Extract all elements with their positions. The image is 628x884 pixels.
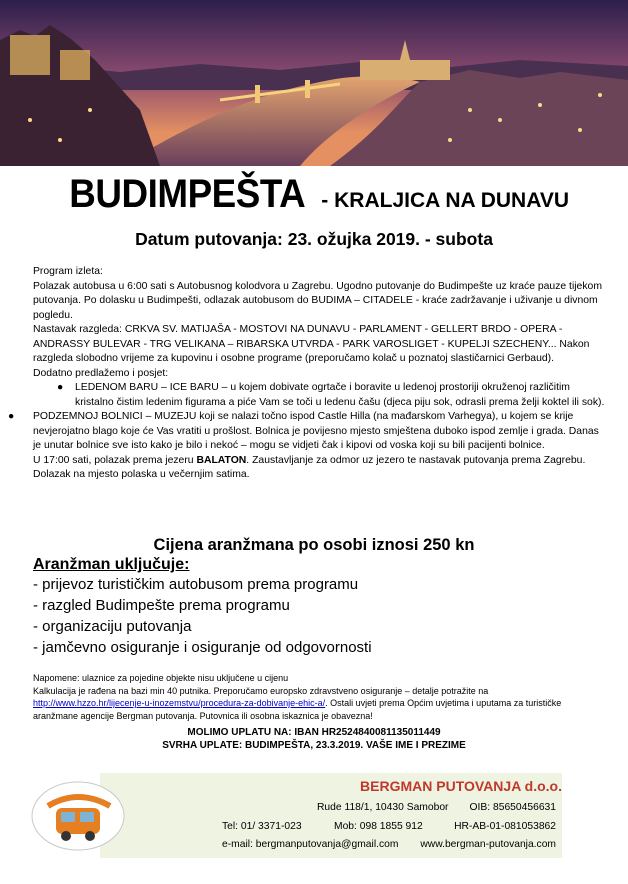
company-email[interactable]: e-mail: bergmanputovanja@gmail.com [222, 839, 399, 850]
hero-photo-budapest [0, 0, 628, 166]
company-website[interactable]: www.bergman-putovanja.com [420, 839, 556, 850]
program-paragraph-4: U 17:00 sati, polazak prema jezeru BALATON. Zaustavljanje za odmor uz jezero te nastavak putovanja prema Zagrebu. [33, 454, 586, 466]
included-heading: Aranžman uključuje: [33, 556, 190, 573]
program-paragraph-2: Nastavak razgleda: CRKVA SV. MATIJAŠA - MOSTOVI NA DUNAVU - PARLAMENT - GELLERT BRDO - OPERA - ANDRASSY BULEVAR - TRG VELIKANA – RIBARSKA UTVRDA - PARK VAROSLIGET - KUPELJI SZECHENY... Nakon razgleda slobodno vrijeme za kupovinu i osobne programe (preporučamo kolač u poznatoj slastičarnici Gerbaud). [33, 324, 590, 364]
page-title [0, 172, 628, 217]
company-logo [28, 776, 128, 856]
list-item: - jamčevno osiguranje i osiguranje od odgovornosti [33, 639, 372, 656]
program-section [8, 265, 605, 483]
bullet-icon: ● [57, 382, 64, 393]
list-item: - organizaciju putovanja [33, 618, 192, 635]
program-paragraph-1: Polazak autobusa u 6:00 sati s Autobusnog kolodvora u Zagrebu. Ugodno putovanje do Budimpešte uz kraće pauze tijekom putovanja. Po dolasku u Budimpešti, odlazak autobusom do BUDIMA – CITADELE - kraće zadržavanje i uživanje u divnom pogledu. [33, 280, 602, 321]
note-1: Napomene: ulaznice za pojedine objekte nisu uključene u cijenu [33, 673, 289, 683]
company-license: HR-AB-01-081053862 [454, 821, 556, 832]
list-item-hospital: ● PODZEMNOJ BOLNICI – MUZEJU koji se nalazi točno ispod Castle Hilla (na mađarskom Varhegya), u kojem se krije nevjerojatno blago koje će Vas vratiti u prošlost. Bolnica je povijesno mjesto smještena duboko ispod zemlje i grada. Danas je unutar bolnice sve isto kako je bilo i nekoć – mogu se vidjeti čak i kipovi od voska koji su bili pacijenti bolnice. [8, 411, 599, 451]
list-item: - razgled Budimpešte prema programu [33, 597, 290, 614]
company-phone: Tel: 01/ 3371-023 [222, 821, 302, 832]
company-oib: OIB: 85650456631 [469, 802, 556, 813]
travel-date: Datum putovanja: 23. ožujka 2019. - subota [135, 229, 493, 249]
bullet-icon: ● [8, 411, 15, 422]
company-address: Rude 118/1, 10430 Samobor [317, 802, 449, 813]
company-name: BERGMAN PUTOVANJA d.o.o. [360, 778, 562, 794]
list-item-ice-bar: ● LEDENOM BARU – ICE BARU – u kojem dobivate ogrtače i boravite u ledenoj prostoriji okruženoj različitim kristalno čistim ledenim figurama a piće Vam se toči u ledenu čašu (djeca piju sok, odrasli prema želji koktel ili sok). [57, 382, 605, 408]
price-line: Cijena aranžmana po osobi iznosi 250 kn [153, 536, 475, 554]
payment-purpose: SVRHA UPLATE: BUDIMPEŠTA, 23.3.2019. VAŠE IME I PREZIME [162, 740, 466, 751]
program-paragraph-3: Dodatno predlažemo i posjet: [33, 367, 169, 379]
note-2: Kalkulacija je rađena na bazi min 40 putnika. Preporučamo europsko zdravstveno osiguranje – detalje potražite na [33, 685, 489, 696]
title-main: BUDIMPEŠTA [69, 172, 306, 216]
hzzo-link[interactable]: http://www.hzzo.hr/lijecenje-u-inozemstvu/procedura-za-dobivanje-ehic-a/ [33, 698, 326, 708]
included-section [33, 556, 593, 658]
title-subtitle: - KRALJICA NA DUNAVU [315, 189, 570, 212]
notes-section [33, 672, 593, 722]
payment-iban: MOLIMO UPLATU NA: IBAN HR2524840081135011449 [187, 727, 441, 738]
note-3: http://www.hzzo.hr/lijecenje-u-inozemstvu/procedura-za-dobivanje-ehic-a/. Ostali uvjeti prema Općim uvjetima i uputama za turističke aranžmane agencije Bergman putovanja. Putovnica ili osobna iskaznica je obavezna! [33, 698, 562, 721]
program-paragraph-5: Dolazak na mjesto polaska u večernjim satima. [33, 469, 250, 480]
company-mobile: Mob: 098 1855 912 [334, 821, 423, 832]
program-heading: Program izleta: [33, 266, 103, 277]
list-item: - prijevoz turističkim autobusom prema programu [33, 576, 359, 593]
